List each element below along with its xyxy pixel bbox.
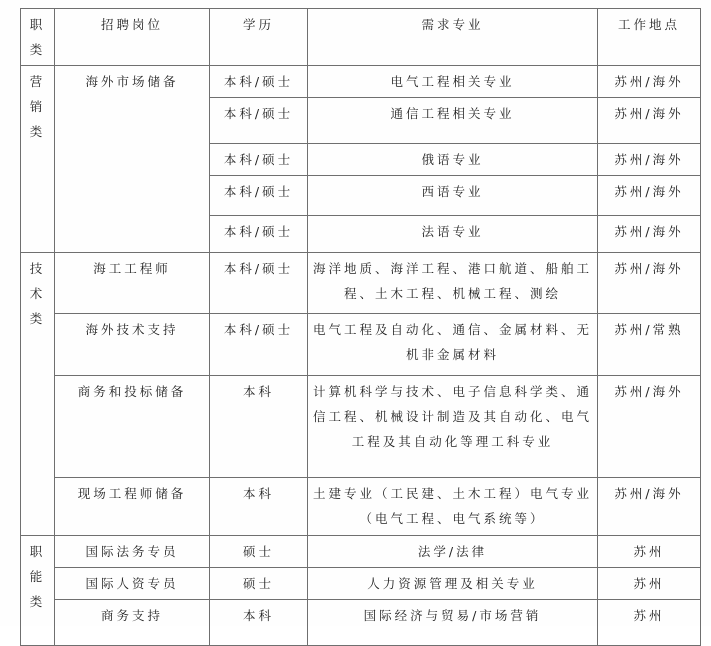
header-majors: 需求专业 bbox=[308, 9, 598, 66]
location-cell: 苏州/海外 bbox=[598, 98, 701, 144]
education-cell: 本科/硕士 bbox=[210, 314, 308, 376]
location-cell: 苏州 bbox=[598, 600, 701, 646]
majors-cell: 人力资源管理及相关专业 bbox=[308, 568, 598, 600]
table-row bbox=[21, 66, 701, 98]
table-row bbox=[21, 536, 701, 568]
table-row bbox=[21, 314, 701, 376]
table-row bbox=[21, 253, 701, 314]
education-cell: 硕士 bbox=[210, 568, 308, 600]
education-cell: 硕士 bbox=[210, 536, 308, 568]
table-row bbox=[21, 600, 701, 646]
location-cell: 苏州/海外 bbox=[598, 478, 701, 536]
category-marketing: 营 销 类 bbox=[21, 66, 55, 253]
location-cell: 苏州/海外 bbox=[598, 253, 701, 314]
position-cell: 商务和投标储备 bbox=[55, 376, 210, 478]
location-cell: 苏州/海外 bbox=[598, 66, 701, 98]
majors-cell: 俄语专业 bbox=[308, 144, 598, 176]
majors-cell: 国际经济与贸易/市场营销 bbox=[308, 600, 598, 646]
header-row bbox=[21, 9, 701, 66]
majors-cell: 海洋地质、海洋工程、港口航道、船舶工程、土木工程、机械工程、测绘 bbox=[308, 253, 598, 314]
location-cell: 苏州/海外 bbox=[598, 176, 701, 216]
position-cell: 商务支持 bbox=[55, 600, 210, 646]
position-overseas-marketing: 海外市场储备 bbox=[55, 66, 210, 253]
location-cell: 苏州/海外 bbox=[598, 216, 701, 253]
category-technical: 技 术 类 bbox=[21, 253, 55, 536]
majors-cell: 法学/法律 bbox=[308, 536, 598, 568]
table-row bbox=[21, 376, 701, 478]
location-cell: 苏州/海外 bbox=[598, 144, 701, 176]
position-cell: 国际法务专员 bbox=[55, 536, 210, 568]
position-cell: 海外技术支持 bbox=[55, 314, 210, 376]
education-cell: 本科/硕士 bbox=[210, 216, 308, 253]
education-cell: 本科/硕士 bbox=[210, 253, 308, 314]
location-cell: 苏州 bbox=[598, 568, 701, 600]
majors-cell: 法语专业 bbox=[308, 216, 598, 253]
location-cell: 苏州/常熟 bbox=[598, 314, 701, 376]
category-functional: 职 能 类 bbox=[21, 536, 55, 646]
education-cell: 本科/硕士 bbox=[210, 144, 308, 176]
education-cell: 本科/硕士 bbox=[210, 98, 308, 144]
location-cell: 苏州/海外 bbox=[598, 376, 701, 478]
education-cell: 本科 bbox=[210, 376, 308, 478]
education-cell: 本科/硕士 bbox=[210, 176, 308, 216]
header-category: 职类 bbox=[21, 9, 55, 66]
header-location: 工作地点 bbox=[598, 9, 701, 66]
header-education: 学历 bbox=[210, 9, 308, 66]
education-cell: 本科 bbox=[210, 600, 308, 646]
majors-cell: 电气工程及自动化、通信、金属材料、无机非金属材料 bbox=[308, 314, 598, 376]
position-cell: 海工工程师 bbox=[55, 253, 210, 314]
header-position: 招聘岗位 bbox=[55, 9, 210, 66]
majors-cell: 通信工程相关专业 bbox=[308, 98, 598, 144]
table-row bbox=[21, 568, 701, 600]
education-cell: 本科/硕士 bbox=[210, 66, 308, 98]
majors-cell: 西语专业 bbox=[308, 176, 598, 216]
location-cell: 苏州 bbox=[598, 536, 701, 568]
education-cell: 本科 bbox=[210, 478, 308, 536]
majors-cell: 电气工程相关专业 bbox=[308, 66, 598, 98]
table-row bbox=[21, 478, 701, 536]
majors-cell: 土建专业（工民建、土木工程）电气专业（电气工程、电气系统等） bbox=[308, 478, 598, 536]
position-cell: 现场工程师储备 bbox=[55, 478, 210, 536]
majors-cell: 计算机科学与技术、电子信息科学类、通信工程、机械设计制造及其自动化、电气工程及其自动化等理工科专业 bbox=[308, 376, 598, 478]
position-cell: 国际人资专员 bbox=[55, 568, 210, 600]
recruitment-table bbox=[20, 8, 701, 646]
